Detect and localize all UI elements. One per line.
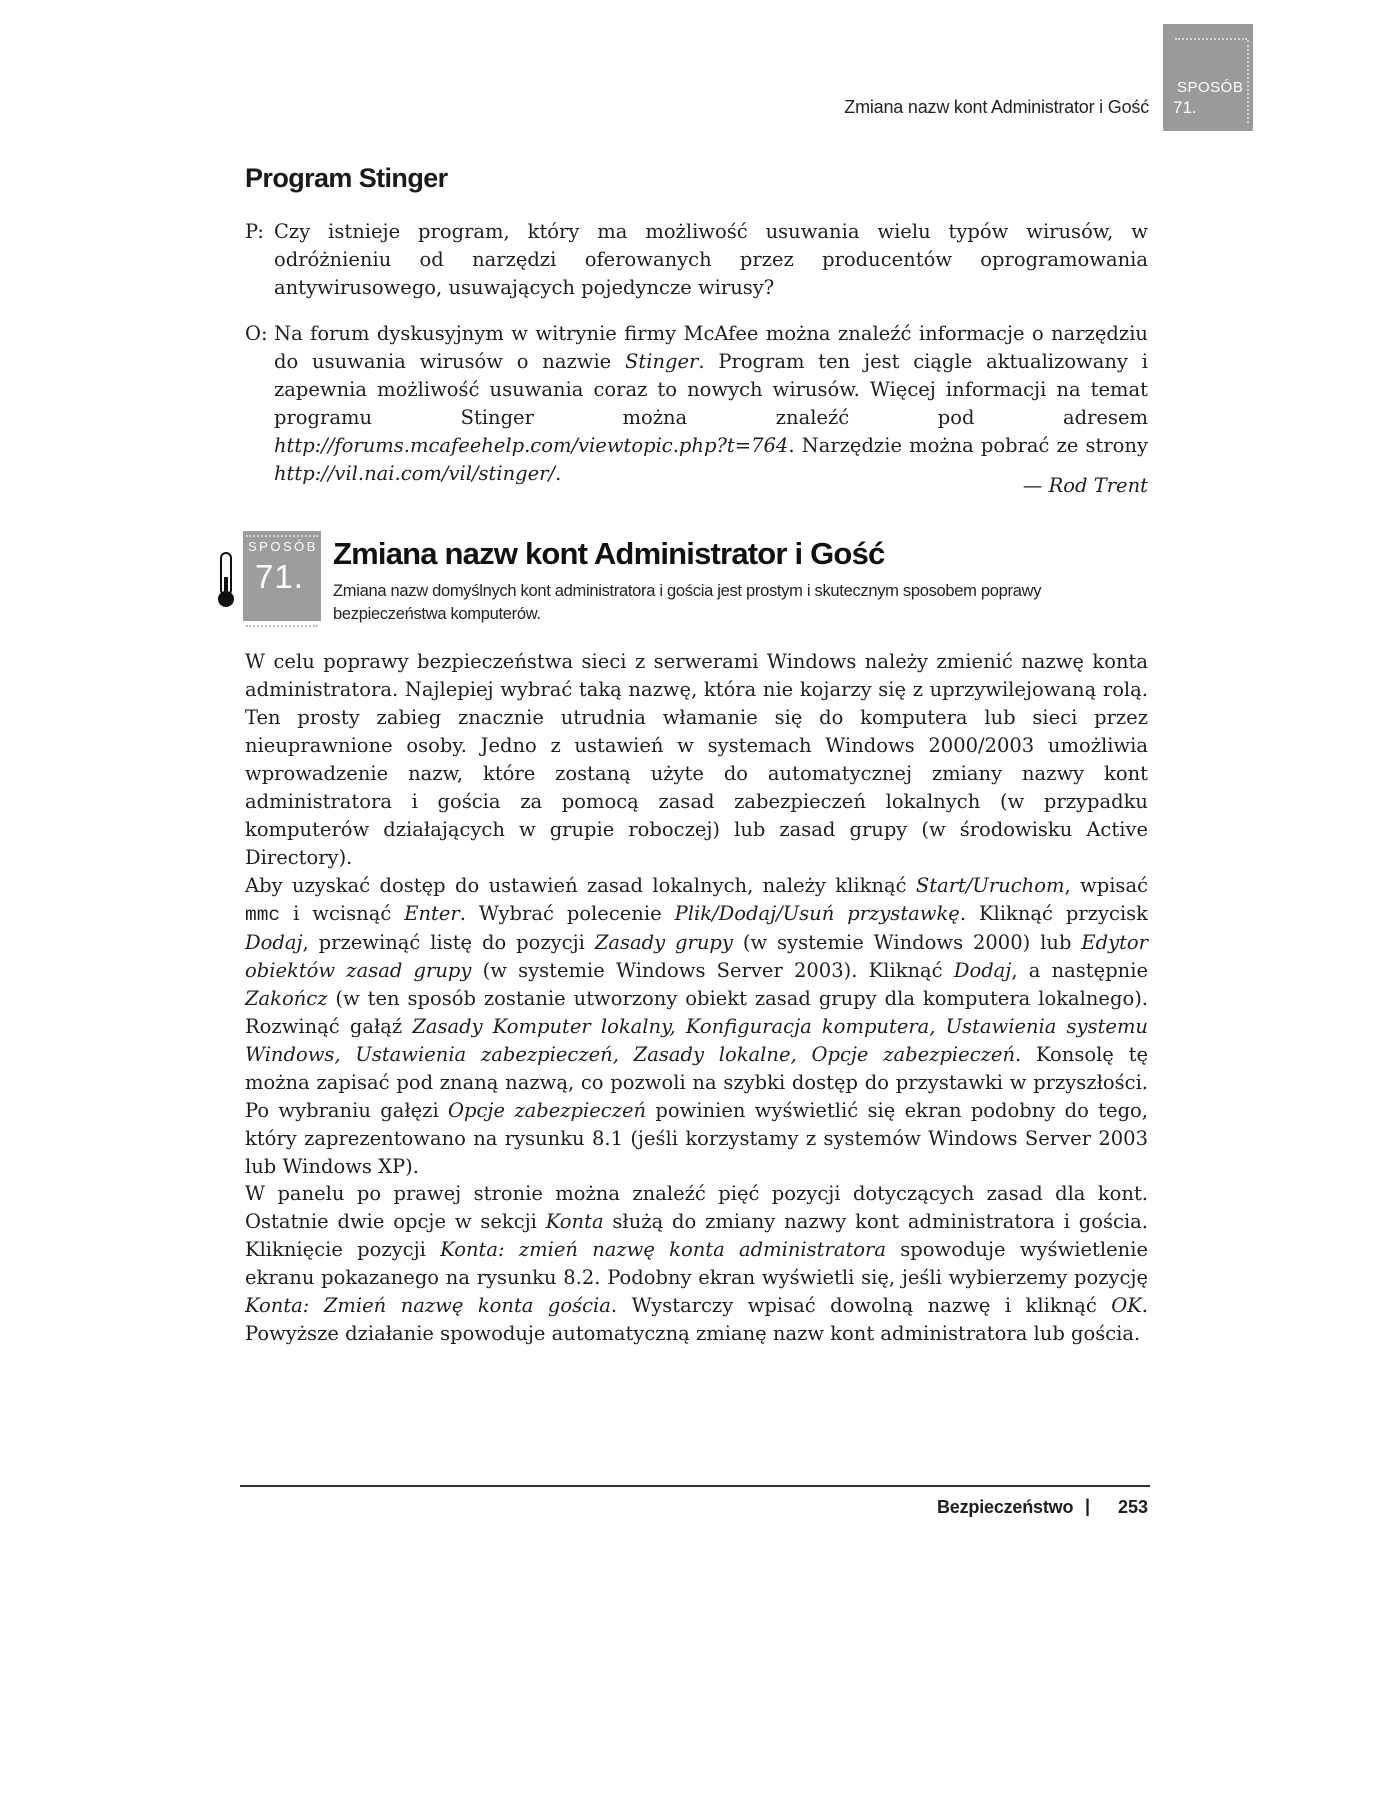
forum-link[interactable]: http://forums.mcafeehelp.com/viewtopic.php?t=764 xyxy=(274,434,789,457)
section-heading: Program Stinger xyxy=(245,163,448,193)
thermometer-icon xyxy=(214,551,238,609)
hack-title: Zmiana nazw kont Administrator i Gość xyxy=(333,536,885,571)
question-label: P: xyxy=(245,220,264,243)
hack-subtitle: Zmiana nazw domyślnych kont administratora i gościa jest prostym i skutecznym sposobem poprawy bezpieczeństwa komputerów. xyxy=(333,582,1042,623)
stinger-name: Stinger xyxy=(625,350,699,373)
page-number: 253 xyxy=(1118,1497,1149,1517)
badge-dotted-border-bottom xyxy=(246,625,318,627)
body-paragraph: W celu poprawy bezpieczeństwa sieci z serwerami Windows należy zmienić nazwę konta administratora. Najlepiej wybrać taką nazwę, która nie kojarzy się z uprzywilejowaną rolą. Ten prosty zabieg znacznie utrudnia włamanie się do komputera lub sieci przez nieuprawnione osoby. Jedno z ustawień w systemach Windows 2000/2003 umożliwia wprowadzenie nazw, które zostaną użyte do automatycznej zmiany nazwy kont administratora i gościa za pomocą zasad zabezpieczeń lokalnych (w przypadku komputerów działających w grupie roboczej) lub zasad grupy (w środowisku Active Directory). xyxy=(245,650,1148,869)
tab-dotted-border xyxy=(1175,38,1247,40)
download-link[interactable]: http://vil.nai.com/vil/stinger/ xyxy=(274,462,556,485)
tab-label: SPOSÓB xyxy=(1177,79,1244,96)
badge-label: SPOSÓB xyxy=(248,539,318,554)
author-attribution: — Rod Trent xyxy=(1022,474,1148,497)
footer-separator: | xyxy=(1085,1496,1091,1516)
badge-number: 71. xyxy=(255,558,304,595)
badge-dotted-border xyxy=(246,535,318,537)
running-header-title: Zmiana nazw kont Administrator i Gość xyxy=(844,97,1149,117)
hack-badge xyxy=(243,531,321,621)
question-text: Czy istnieje program, który ma możliwość usuwania wielu typów wirusów, w odróżnieniu od narzędzi oferowanych przez producentów oprogramowania antywirusowego, usuwających pojedyncze wirusy? xyxy=(274,220,1148,299)
corner-hack-tab xyxy=(1163,24,1253,131)
answer-block xyxy=(245,320,1148,488)
answer-label: O: xyxy=(245,322,268,345)
footer-rule xyxy=(240,1485,1150,1487)
tab-dotted-border-side xyxy=(1247,40,1249,123)
question-block xyxy=(245,218,1148,302)
inline-code: mmc xyxy=(245,904,281,926)
body-paragraph: Aby uzyskać dostęp do ustawień zasad lokalnych, należy kliknąć Start/Uruchom, wpisać mmc i wcisnąć Enter. Wybrać polecenie Plik/Dodaj/Usuń przystawkę. Kliknąć przycisk Dodaj, przewinąć listę do pozycji Zasady grupy (w systemie Windows 2000) lub Edytor obiektów zasad grupy (w systemie Windows Server 2003). Kliknąć Dodaj, a następnie Zakończ (w ten sposób zostanie utworzony obiekt zasad grupy dla komputera lokalnego). Rozwinąć gałąź Zasady Komputer lokalny, Konfiguracja komputera, Ustawienia systemu Windows, Ustawienia zabezpieczeń, Zasady lokalne, Opcje zabezpieczeń. Konsolę tę można zapisać pod znaną nazwą, co pozwoli na szybki dostęp do przystawki w przyszłości. Po wybraniu gałęzi Opcje zabezpieczeń powinien wyświetlić się ekran podobny do tego, który zaprezentowano na rysunku 8.1 (jeśli korzystamy z systemów Windows Server 2003 lub Windows XP). xyxy=(245,874,1149,1178)
answer-text: Na forum dyskusyjnym w witrynie firmy McAfee można znaleźć informacje o narzędziu do usuwania wirusów o nazwie Stinger. Program ten jest ciągle aktualizowany i zapewnia możliwość usuwania coraz to nowych wirusów. Więcej informacji na temat programu Stinger można znaleźć pod adresem http://forums.mcafeehelp.com/viewtopic.php?t=764. Narzędzie można pobrać ze strony http://vil.nai.com/vil/stinger/. xyxy=(274,322,1148,485)
tab-number: 71. xyxy=(1173,98,1197,117)
body-paragraph: W panelu po prawej stronie można znaleźć pięć pozycji dotyczących zasad dla kont. Ostatnie dwie opcje w sekcji Konta służą do zmiany nazwy kont administratora i gościa. Kliknięcie pozycji Konta: zmień nazwę konta administratora spowoduje wyświetlenie ekranu pokazanego na rysunku 8.2. Podobny ekran wyświetli się, jeśli wybierzemy pozycję Konta: Zmień nazwę konta gościa. Wystarczy wpisać dowolną nazwę i kliknąć OK. Powyższe działanie spowoduje automatyczną zmianę nazw kont administratora lub gościa. xyxy=(245,1182,1149,1345)
footer-section-name: Bezpieczeństwo xyxy=(937,1497,1074,1517)
